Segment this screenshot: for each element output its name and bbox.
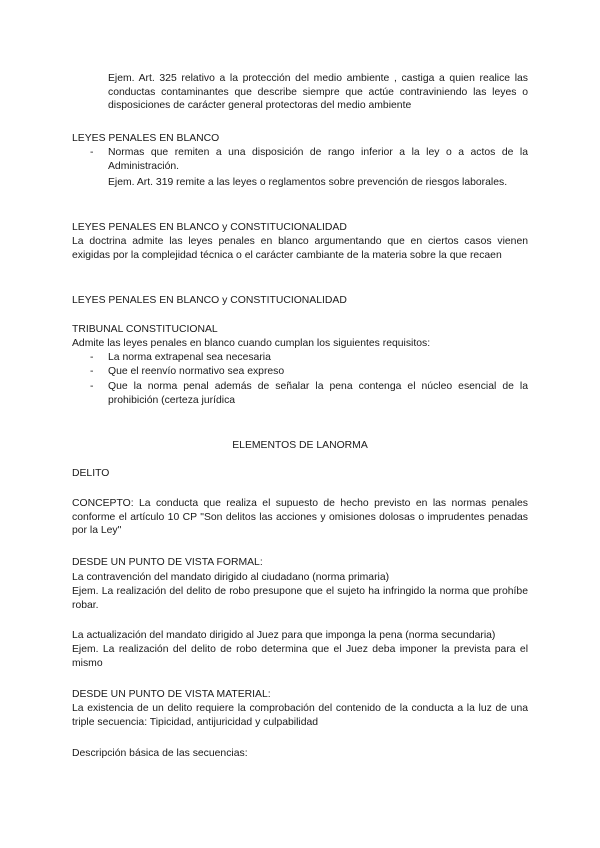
material-paragraph: La existencia de un delito requiere la comprobación del contenido de la conducta a la luz de una triple secuencia: Tipicidad, antijuricidad y culpabilidad <box>72 703 528 728</box>
tribunal-intro: Admite las leyes penales en blanco cuando cumplan los siguientes requisitos: <box>72 338 431 349</box>
requirement-item: La norma extrapenal sea necesaria <box>108 352 271 363</box>
bullet-dash: - <box>90 352 94 363</box>
heading-constitucionalidad-1: LEYES PENALES EN BLANCO y CONSTITUCIONALIDAD <box>72 222 347 233</box>
heading-constitucionalidad-2: LEYES PENALES EN BLANCO y CONSTITUCIONALIDAD <box>72 295 347 306</box>
heading-delito: DELITO <box>72 468 110 479</box>
heading-punto-vista-material: DESDE UN PUNTO DE VISTA MATERIAL: <box>72 689 271 700</box>
formal-example-1: Ejem. La realización del delito de robo presupone que el sujeto ha infringido la norma que prohíbe robar. <box>72 586 528 611</box>
requirement-item: Que la norma penal además de señalar la pena contenga el núcleo esencial de la prohibición (certeza jurídica <box>108 381 528 406</box>
concepto-paragraph: CONCEPTO: La conducta que realiza el supuesto de hecho previsto en las normas penales conforme el artículo 10 CP "Son delitos las acciones y omisiones dolosas o imprudentes penadas por la Ley" <box>72 498 528 537</box>
formal-example-2: Ejem. La realización del delito de robo determina que el Juez deba imponer la prevista para el mismo <box>72 644 528 669</box>
heading-punto-vista-formal: DESDE UN PUNTO DE VISTA FORMAL: <box>72 557 263 568</box>
example-art-319: Ejem. Art. 319 remite a las leyes o reglamentos sobre prevención de riesgos laborales. <box>108 177 508 188</box>
bullet-remision-text: Normas que remiten a una disposición de rango inferior a la ley o a actos de la Administración. <box>108 147 528 172</box>
bullet-dash: - <box>90 381 94 392</box>
formal-norma-secundaria: La actualización del mandato dirigido al Juez para que imponga la pena (norma secundaria) <box>72 630 496 641</box>
formal-norma-primaria: La contravención del mandato dirigido al ciudadano (norma primaria) <box>72 572 390 583</box>
doctrina-paragraph: La doctrina admite las leyes penales en blanco argumentando que en ciertos casos vienen exigidas por la complejidad técnica o el carácter cambiante de la materia sobre la que recaen <box>72 236 528 261</box>
descripcion-secuencias: Descripción básica de las secuencias: <box>72 748 248 759</box>
bullet-dash: - <box>90 366 94 377</box>
heading-leyes-penales-blanco: LEYES PENALES EN BLANCO <box>72 133 220 144</box>
requirement-item: Que el reenvío normativo sea expreso <box>108 366 285 377</box>
example-art-325: Ejem. Art. 325 relativo a la protección del medio ambiente , castiga a quien realice las conductas contaminantes que describe siempre que actúe contraviniendo las leyes o disposiciones de carácter general protectoras del medio ambiente <box>108 73 528 112</box>
section-title-elementos: ELEMENTOS DE LANORMA <box>232 440 368 451</box>
bullet-dash: - <box>90 147 94 158</box>
heading-tribunal-constitucional: TRIBUNAL CONSTITUCIONAL <box>72 324 218 335</box>
